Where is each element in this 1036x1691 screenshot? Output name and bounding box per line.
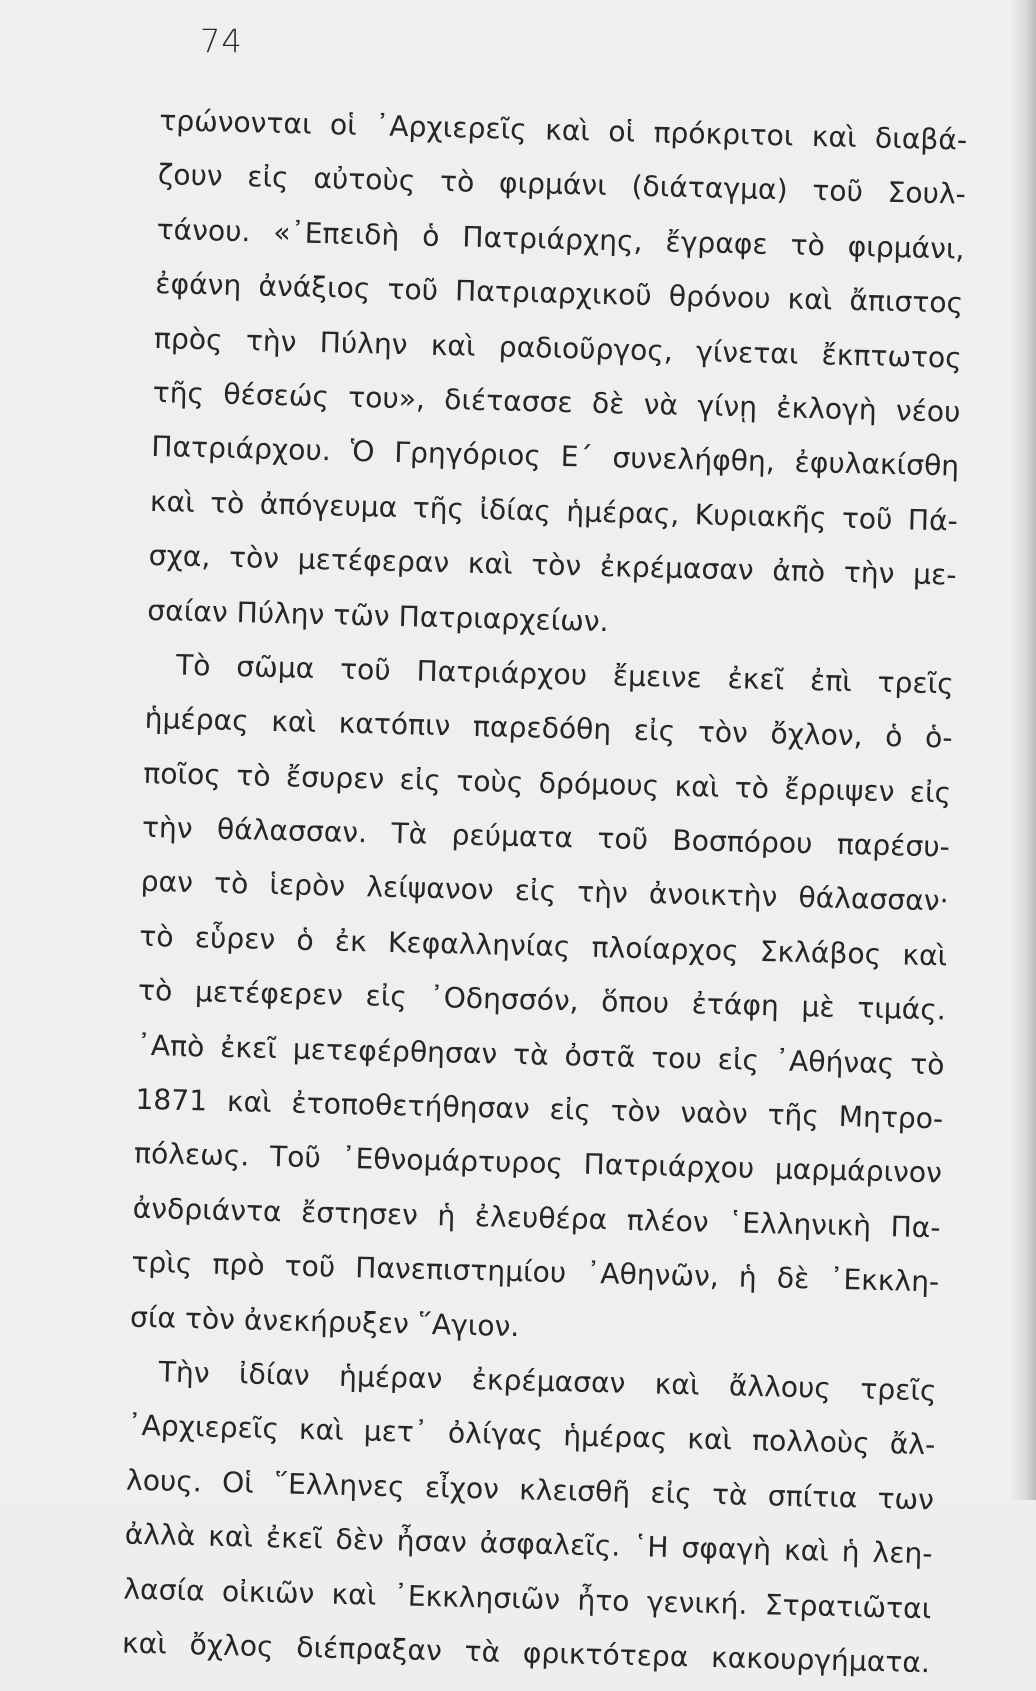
text-line: τὴν θάλασσαν. Τὰ ρεύματα τοῦ Βοσπόρου παρέσυ- [141,810,951,864]
page-number: 74 [200,22,243,60]
text-line: ἀνδριάντα ἔστησεν ἡ ἐλευθέρα πλέον ῾Ελληνικὴ Πα- [132,1191,941,1245]
text-line: τρὶς πρὸ τοῦ Πανεπιστημίου ᾿Αθηνῶν, ἡ δὲ ᾿Εκκλη- [131,1245,940,1299]
text-line: τῆς θέσεώς του», διέτασσε δὲ νὰ γίνῃ ἐκλογὴ νέου [152,375,961,429]
text-line: τὸ εὗρεν ὁ ἐκ Κεφαλληνίας πλοίαρχος Σκλάβος καὶ [139,919,948,973]
text-line: σαίαν Πύλην τῶν Πατριαρχείων. [146,593,609,638]
body-text [121,94,967,1691]
text-line: ραν τὸ ἱερὸν λείψανον εἰς τὴν ἀνοικτὴν θάλασσαν· [140,865,949,918]
text-line: πόλεως. Τοῦ ᾿Εθνομάρτυρος Πατριάρχου μαρμάρινον [133,1137,943,1190]
text-line: λους. Οἱ ῞Ελληνες εἶχον κλεισθῆ εἰς τὰ σπίτια των [125,1463,935,1517]
text-line: τὸ μετέφερεν εἰς ᾿Οδησσόν, ὅπου ἐτάφη μὲ τιμάς. [137,973,947,1027]
text-line: Πατριάρχου. Ὁ Γρηγόριος Ε΄ συνελήφθη, ἐφυλακίσθη [150,430,960,483]
text-line: πρὸς τὴν Πύλην καὶ ραδιοῦργος, γίνεται ἔκπτωτος [153,321,963,375]
text-line: σχα, τὸν μετέφεραν καὶ τὸν ἐκρέμασαν ἀπὸ τὴν με- [148,538,957,592]
text-line: καὶ ὄχλος διέπραξαν τὰ φρικτότερα κακουργήματα. [121,1626,931,1680]
text-line: ζουν εἰς αὐτοὺς τὸ φιρμάνι (διάταγμα) τοῦ Σουλ- [157,158,967,212]
text-line: σία τὸν ἀνεκήρυξεν ῞Αγιον. [129,1300,520,1343]
text-line: ποῖος τὸ ἔσυρεν εἰς τοὺς δρόμους καὶ τὸ ἔρριψεν εἰς [143,756,952,810]
text-line: λασία οἰκιῶν καὶ ᾿Εκκλησιῶν ἦτο γενική. Στρατιῶται [123,1572,932,1625]
text-line: ᾿Απὸ ἐκεῖ μετεφέρθησαν τὰ ὀστᾶ του εἰς ᾿Αθήνας τὸ [136,1028,945,1082]
text-line: ᾿Αρχιερεῖς καὶ μετ᾿ ὀλίγας ἡμέρας καὶ πολλοὺς ἄλ- [127,1408,936,1462]
text-line: τάνου. «᾿Επειδὴ ὁ Πατριάρχης, ἔγραφε τὸ φιρμάνι, [156,212,965,266]
text-line: ἐφάνη ἀνάξιος τοῦ Πατριαρχικοῦ θρόνου καὶ ἄπιστος [154,267,964,320]
text-line: 1871 καὶ ἐτοποθετήθησαν εἰς τὸν ναὸν τῆς Μητρο- [135,1082,944,1136]
text-line: τρώνονται οἱ ᾿Αρχιερεῖς καὶ οἱ πρόκριτοι καὶ διαβά- [158,103,968,157]
text-line: Τὸ σῶμα τοῦ Πατριάρχου ἔμεινε ἐκεῖ ἐπὶ τρεῖς [175,648,955,701]
text-line: καὶ τὸ ἀπόγευμα τῆς ἰδίας ἡμέρας, Κυριακῆς τοῦ Πά- [149,484,959,538]
text-line: ἡμέρας καὶ κατόπιν παρεδόθη εἰς τὸν ὄχλον, ὁ ὁ- [144,702,953,755]
page-edge-shadow [1010,0,1036,1500]
text-line: ἀλλὰ καὶ ἐκεῖ δὲν ἦσαν ἀσφαλεῖς. ῾Η σφαγὴ καὶ ἡ λεη- [124,1517,933,1571]
text-line: Τὴν ἰδίαν ἡμέραν ἐκρέμασαν καὶ ἄλλους τρεῖς [158,1355,937,1408]
